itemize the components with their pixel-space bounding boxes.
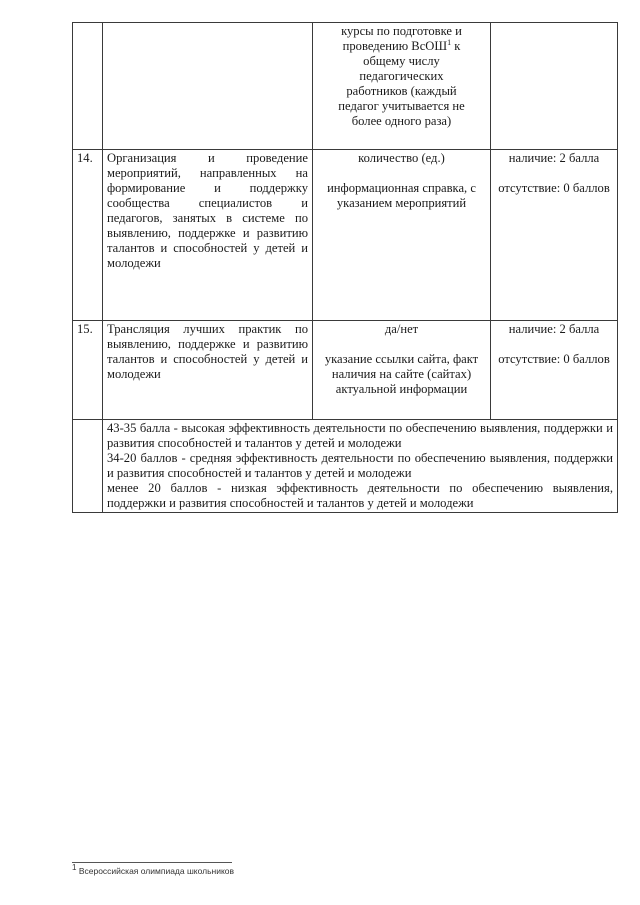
summary-medium: 34-20 баллов - средняя эффективность деятельности по обеспечению выявления, поддержки и развития способностей и талантов у детей и молодежи [107, 451, 613, 480]
indicator-cell [313, 23, 491, 150]
row-number: 15. [73, 321, 103, 420]
score-absent: отсутствие: 0 баллов [498, 352, 610, 366]
summary-high: 43-35 балла - высокая эффективность деятельности по обеспечению выявления, поддержки и развития способностей и талантов у детей и молодежи [107, 421, 613, 450]
summary-cell [103, 420, 618, 513]
score-present: наличие: 2 балла [508, 151, 600, 165]
footnote-text: Всероссийская олимпиада школьников [76, 866, 235, 876]
number-cell [73, 420, 103, 513]
indicator-note: информационная справка, с указанием мероприятий [327, 181, 476, 210]
indicator-value: количество (ед.) [358, 151, 445, 165]
indicator-cell [313, 321, 491, 420]
score-absent: отсутствие: 0 баллов [498, 181, 610, 195]
indicator-line: общему числу [363, 54, 440, 68]
row-number: 14. [73, 150, 103, 321]
criteria-table [72, 22, 618, 513]
criterion-name: Трансляция лучших практик по выявлению, поддержке и развитию талантов и способностей у детей и молодежи [103, 321, 313, 420]
footnote-mark: 1 [72, 863, 77, 873]
number-cell [73, 23, 103, 150]
indicator-cell [313, 150, 491, 321]
summary-row [73, 420, 618, 513]
indicator-line: педагог учитывается не [338, 99, 465, 113]
score-cell [491, 23, 618, 150]
indicator-line: проведению ВсОШ [342, 39, 448, 53]
name-cell [103, 23, 313, 150]
indicator-line-suffix: к [451, 39, 461, 53]
indicator-line: работников (каждый [346, 84, 457, 98]
summary-low: менее 20 баллов - низкая эффективность деятельности по обеспечению выявления, поддержки и развития способностей и талантов у детей и молодежи [107, 481, 613, 510]
indicator-line: более одного раза) [351, 114, 452, 128]
footnote-ref: 1 [447, 37, 452, 47]
score-cell [491, 150, 618, 321]
table-row [73, 150, 618, 321]
footnote [72, 863, 235, 876]
indicator-note: указание ссылки сайта, факт наличия на сайте (сайтах) актуальной информации [324, 352, 479, 396]
table-row-continuation [73, 23, 618, 150]
criterion-name: Организация и проведение мероприятий, направленных на формирование и поддержку сообщества специалистов и педагогов, занятых в системе по выявлению, поддержке и развитию талантов и способностей у детей и молодежи [103, 150, 313, 321]
indicator-line: педагогических [359, 69, 444, 83]
indicator-value: да/нет [384, 322, 419, 336]
footnote-divider [72, 862, 232, 863]
table-row [73, 321, 618, 420]
score-present: наличие: 2 балла [508, 322, 600, 336]
indicator-line: курсы по подготовке и [341, 24, 462, 38]
score-cell [491, 321, 618, 420]
